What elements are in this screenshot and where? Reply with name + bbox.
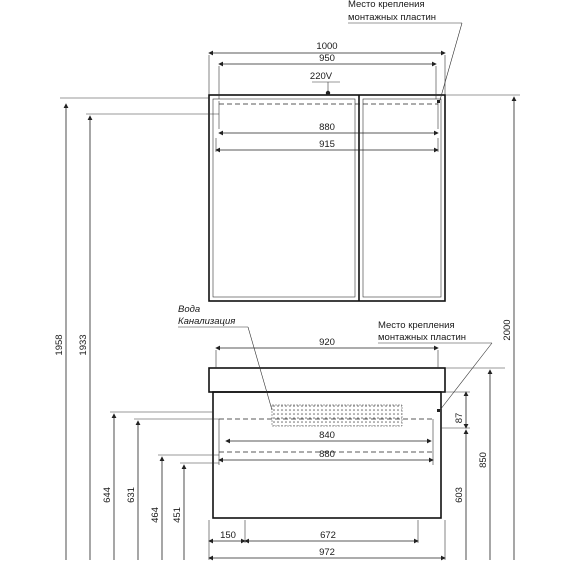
dim-840: 840: [319, 430, 335, 441]
vanity-mount-point-icon: [437, 409, 440, 412]
height-1933: 1933: [78, 334, 89, 356]
height-644: 644: [102, 487, 113, 503]
height-850: 850: [478, 452, 489, 468]
water-label: Вода: [178, 304, 201, 315]
height-631: 631: [126, 487, 137, 503]
dim-150: 150: [220, 530, 236, 541]
height-451: 451: [172, 507, 183, 523]
height-464: 464: [150, 507, 161, 523]
dim-972: 972: [319, 547, 335, 558]
dim-950: 950: [319, 53, 335, 64]
drain-label: Канализация: [178, 316, 236, 327]
height-603: 603: [454, 487, 465, 503]
dim-672: 672: [320, 530, 336, 541]
pipe-zone: [272, 405, 402, 426]
vanity-mount-label-2: монтажных пластин: [378, 332, 467, 343]
dim-1000: 1000: [316, 41, 338, 52]
mirror-mount-label-2: монтажных пластин: [348, 12, 437, 23]
height-2000: 2000: [502, 319, 513, 341]
mirror-mount-label-1: Место крепления: [348, 0, 425, 10]
dim-920: 920: [319, 337, 335, 348]
height-1958: 1958: [54, 334, 65, 356]
vanity-mount-label-1: Место крепления: [378, 320, 455, 331]
vanity-cabinet: [209, 368, 445, 518]
dim-915: 915: [319, 139, 335, 150]
dim-880-mirror: 880: [319, 122, 335, 133]
power-label: 220V: [309, 71, 333, 82]
vanity-top: [209, 368, 445, 392]
height-87: 87: [454, 412, 465, 424]
mount-point-icon: [437, 100, 440, 103]
dim-880-cabinet: 880: [319, 449, 335, 460]
